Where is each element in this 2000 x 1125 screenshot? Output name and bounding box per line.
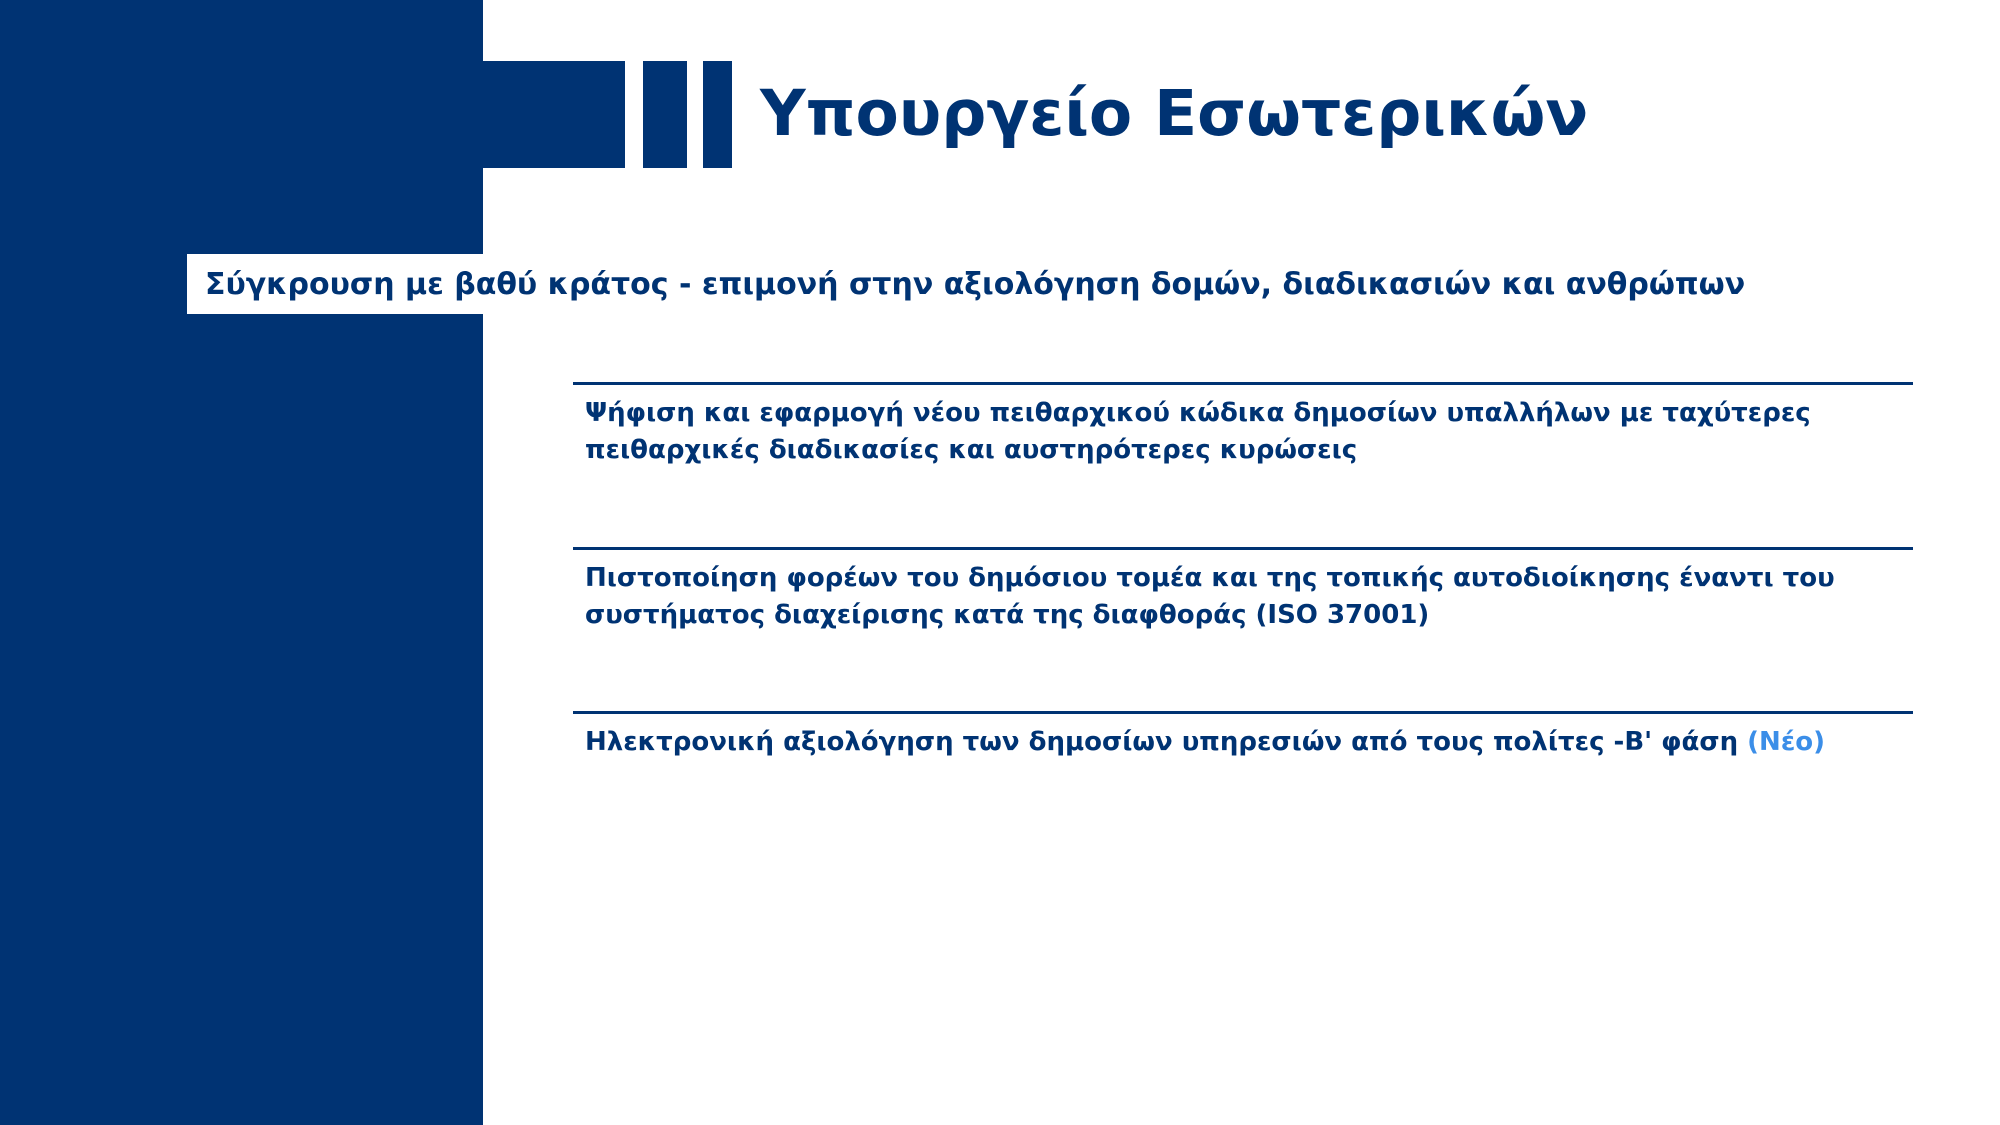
header-accent-bar-2 xyxy=(703,61,732,168)
page-title: Υπουργείο Εσωτερικών xyxy=(760,77,1589,150)
header-accent-bar-1 xyxy=(643,61,687,168)
list-item xyxy=(573,382,1913,469)
list-item xyxy=(573,711,1913,761)
list-item-text-container xyxy=(585,724,1901,761)
list-item-text: Ψήφιση και εφαρμογή νέου πειθαρχικού κώδικα δημοσίων υπαλλήλων με ταχύτερες πειθαρχικές διαδικασίες και αυστηρότερες κυρώσεις xyxy=(585,398,1811,465)
subtitle-box xyxy=(187,254,1763,314)
header-bar xyxy=(483,61,625,168)
list-item-text: Πιστοποίηση φορέων του δημόσιου τομέα και της τοπικής αυτοδιοίκησης έναντι του συστήματος διαχείρισης κατά της διαφθοράς (ISO 37001) xyxy=(585,563,1835,630)
new-badge: (Νέο) xyxy=(1747,727,1826,757)
subtitle-text: Σύγκρουση με βαθύ κράτος - επιμονή στην αξιολόγηση δομών, διαδικασιών και ανθρώπων xyxy=(205,266,1746,302)
left-panel xyxy=(0,0,483,1125)
list-item xyxy=(573,547,1913,634)
list-item-text: Ηλεκτρονική αξιολόγηση των δημοσίων υπηρεσιών από τους πολίτες -Β' φάση xyxy=(585,727,1748,757)
